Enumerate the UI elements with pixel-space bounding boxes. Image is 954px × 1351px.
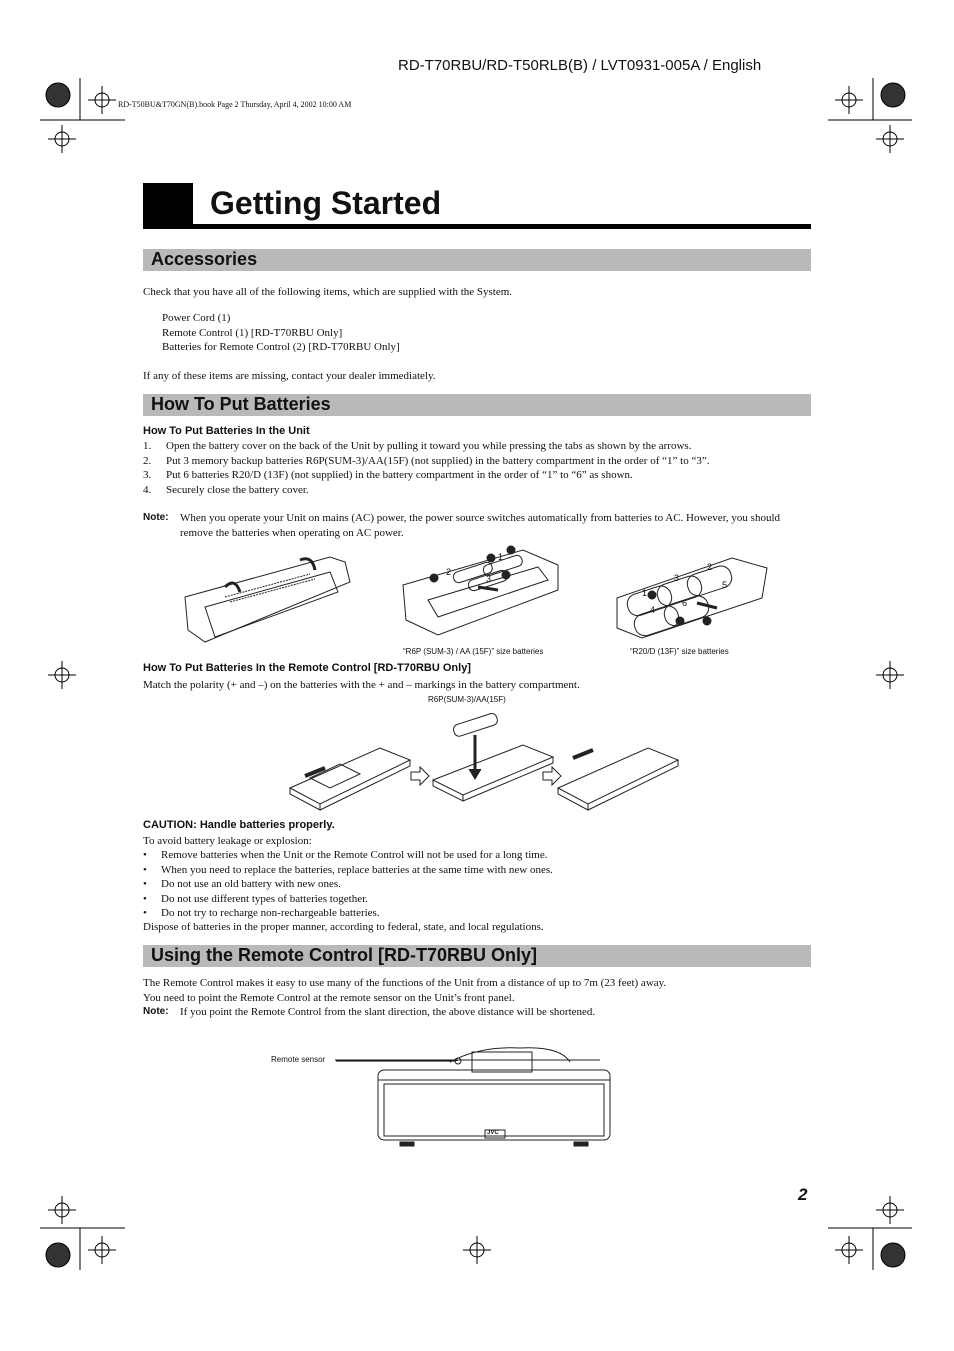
unit-front-illustration (330, 1040, 620, 1155)
svg-text:3: 3 (486, 574, 492, 584)
svg-text:5: 5 (722, 580, 728, 590)
subheading-remote-batteries: How To Put Batteries In the Remote Control [RD-T70RBU Only] (143, 662, 471, 674)
remote-insert-illustration (428, 705, 558, 805)
title-black-block (143, 183, 193, 227)
caution-item: • Do not use different types of batteries together. (143, 892, 811, 907)
remote-polarity-text: Match the polarity (+ and –) on the batteries with the + and – markings in the battery compartment. (143, 679, 580, 691)
battery-steps (143, 439, 811, 497)
caution-heading: CAUTION: Handle batteries properly. (143, 819, 335, 831)
step-item: 3. Put 6 batteries R20/D (13F) (not supplied) in the battery compartment in the order of “1” to “6” as shown. (143, 469, 633, 481)
remote-text-1: The Remote Control makes it easy to use many of the functions of the Unit from a distance of up to 7m (23 feet) away. (143, 977, 667, 989)
caution-item: • Do not use an old battery with new ones. (143, 877, 811, 892)
svg-text:2: 2 (707, 562, 713, 572)
remote-note-label: Note: (143, 1006, 169, 1017)
caution-item: • Remove batteries when the Unit or the Remote Control will not be used for a long time. (143, 848, 811, 863)
book-info-line: RD-T50BU&T70GN(B).book Page 2 Thursday, April 4, 2002 10:00 AM (118, 100, 352, 109)
section-title-batteries: How To Put Batteries (151, 394, 331, 414)
accessories-missing-note: If any of these items are missing, contact your dealer immediately. (143, 370, 436, 382)
page-title: Getting Started (210, 185, 442, 221)
title-rule (143, 224, 811, 229)
caption-aa-batteries: “R6P (SUM-3) / AA (15F)” size batteries (403, 647, 544, 656)
caution-item: • Do not try to recharge non-rechargeable batteries. (143, 906, 811, 921)
dispose-text: Dispose of batteries in the proper manner, according to federal, state, and local regulations. (143, 921, 544, 933)
accessory-item: Batteries for Remote Control (2) [RD-T70RBU Only] (162, 341, 400, 353)
remote-note-text: If you point the Remote Control from the slant direction, the above distance will be shortened. (180, 1006, 596, 1018)
accessory-item: Power Cord (1) (162, 312, 231, 324)
note-text: When you operate your Unit on mains (AC) power, the power source switches automatically from batteries to AC. However, you should remove the batteries when operating on AC power. (180, 512, 780, 539)
svg-text:1: 1 (642, 588, 648, 598)
caution-list (143, 848, 811, 921)
remote-sensor-label: Remote sensor (271, 1055, 326, 1064)
unit-brand-logo: JVC (487, 1130, 499, 1136)
svg-text:1: 1 (498, 552, 504, 562)
svg-text:4: 4 (650, 605, 656, 615)
subheading-unit-batteries: How To Put Batteries In the Unit (143, 425, 310, 437)
svg-text:2: 2 (446, 567, 452, 577)
accessory-item: Remote Control (1) [RD-T70RBU Only] (162, 326, 343, 339)
step-item: 1. Open the battery cover on the back of the Unit by pulling it toward you while pressing the tabs as shown by the arrows. (143, 440, 692, 452)
remote-open-illustration (285, 738, 415, 813)
remote-text-2: You need to point the Remote Control at the remote sensor on the Unit’s front panel. (143, 992, 515, 1004)
svg-text:6: 6 (682, 598, 688, 608)
section-title-remote: Using the Remote Control [RD-T70RBU Only] (151, 945, 538, 965)
page-number: 2 (798, 1185, 808, 1204)
battery-cover-illustration (180, 552, 360, 652)
accessories-intro: Check that you have all of the following items, which are supplied with the System. (143, 286, 513, 298)
remote-close-illustration (553, 738, 683, 813)
arrow-right-icon (410, 766, 430, 786)
note-label: Note: (143, 512, 169, 523)
caption-remote-batteries: R6P(SUM-3)/AA(15F) (428, 695, 506, 704)
document-model-header: RD-T70RBU/RD-T50RLB(B) / LVT0931-005A / English (398, 57, 762, 74)
caption-d-batteries: “R20/D (13F)” size batteries (630, 647, 729, 656)
svg-text:3: 3 (674, 573, 680, 583)
d-battery-illustration (612, 548, 772, 648)
step-item: 2. Put 3 memory backup batteries R6P(SUM-3)/AA(15F) (not supplied) in the battery compartment in the order of “1” to “3”. (143, 454, 710, 467)
caution-item: • When you need to replace the batteries, replace batteries at the same time with new ones. (143, 863, 811, 878)
section-title-accessories: Accessories (151, 249, 258, 269)
step-item: 4. Securely close the battery cover. (143, 483, 309, 496)
caution-intro: To avoid battery leakage or explosion: (143, 835, 312, 847)
aa-battery-illustration (398, 545, 568, 645)
accessories-list (162, 311, 400, 355)
